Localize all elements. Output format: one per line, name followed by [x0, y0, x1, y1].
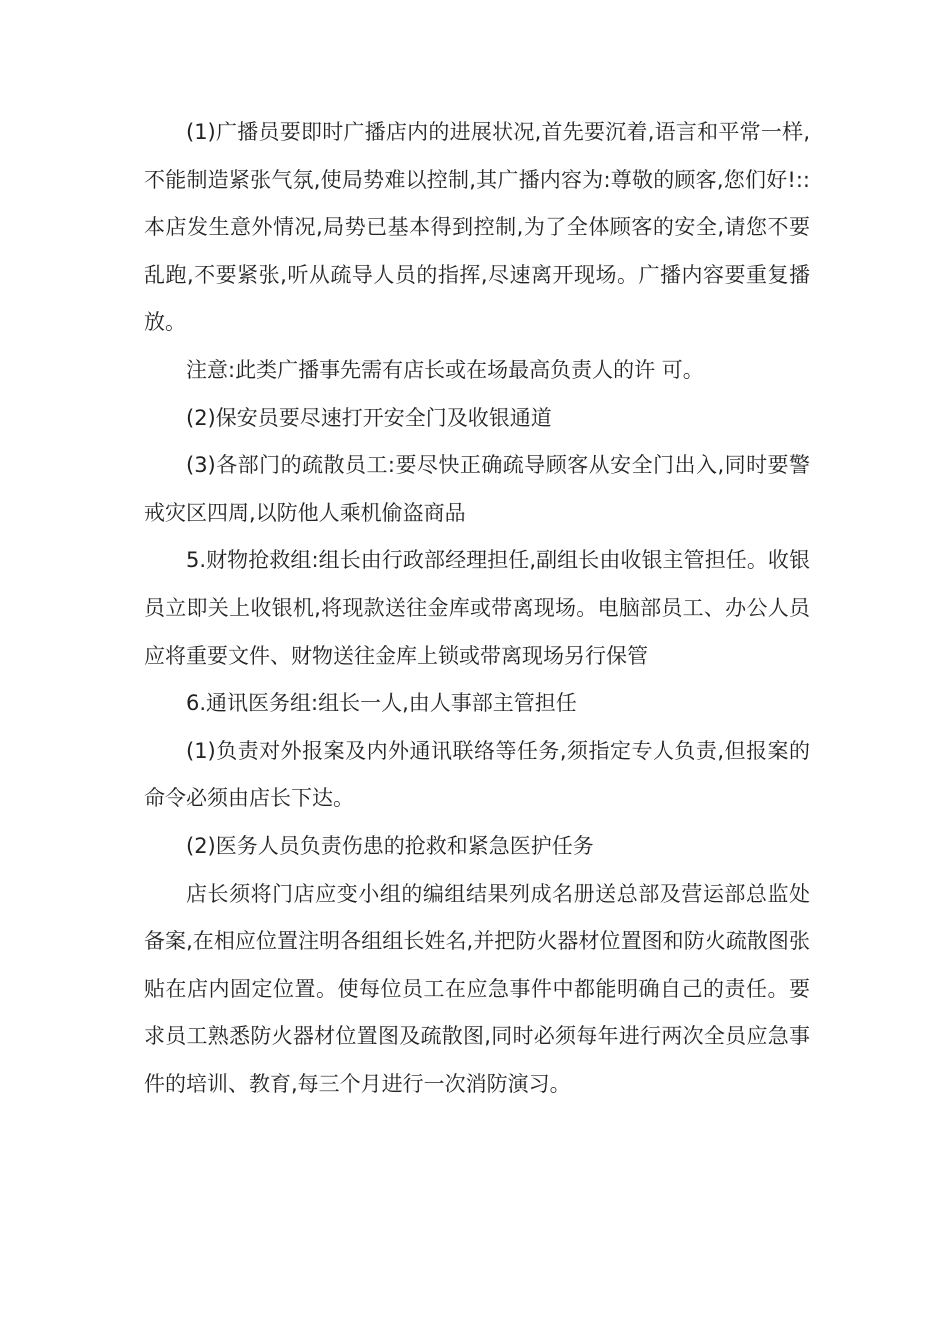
paragraph-medical: (2)医务人员负责伤患的抢救和紧急医护任务 [186, 833, 594, 858]
paragraph-property-rescue: 5.财物抢救组:组长由行政部经理担任,副组长由收银主管担任。收银员立即关上收银机,将现款送往金库或带离现场。电脑部员工、办公人员应将重要文件、财物送往金库上锁或带离现场另行保管 [144, 548, 810, 668]
paragraph-store-manager: 店长须将门店应变小组的编组结果列成名册送总部及营运部总监处备案,在相应位置注明各组组长姓名,并把防火器材位置图和防火疏散图张贴在店内固定位置。使每位员工在应急事件中都能明确自己的责任。要求员工熟悉防火器材位置图及疏散图,同时必须每年进行两次全员应急事件的培训、教育,每三个月进行一次消防演习。 [144, 881, 810, 1096]
paragraph-communication-medical: 6.通讯医务组:组长一人,由人事部主管担任 [186, 691, 577, 716]
document-body [144, 109, 810, 1108]
paragraph-reporting: (1)负责对外报案及内外通讯联络等任务,须指定专人负责,但报案的命令必须由店长下达。 [144, 738, 810, 811]
paragraph-broadcaster: (1)广播员要即时广播店内的进展状况,首先要沉着,语言和平常一样,不能制造紧张气氛,使局势难以控制,其广播内容为:尊敬的顾客,您们好!::本店发生意外情况,局势已基本得到控制,为了全体顾客的安全,请您不要乱跑,不要紧张,听从疏导人员的指挥,尽速离开现场。广播内容要重复播放。 [144, 120, 810, 335]
paragraph-notice: 注意:此类广播事先需有店长或在场最高负责人的许 可。 [186, 357, 704, 382]
paragraph-security: (2)保安员要尽速打开安全门及收银通道 [186, 405, 552, 430]
paragraph-evacuation: (3)各部门的疏散员工:要尽快正确疏导顾客从安全门出入,同时要警戒灾区四周,以防他人乘机偷盗商品 [144, 453, 810, 525]
